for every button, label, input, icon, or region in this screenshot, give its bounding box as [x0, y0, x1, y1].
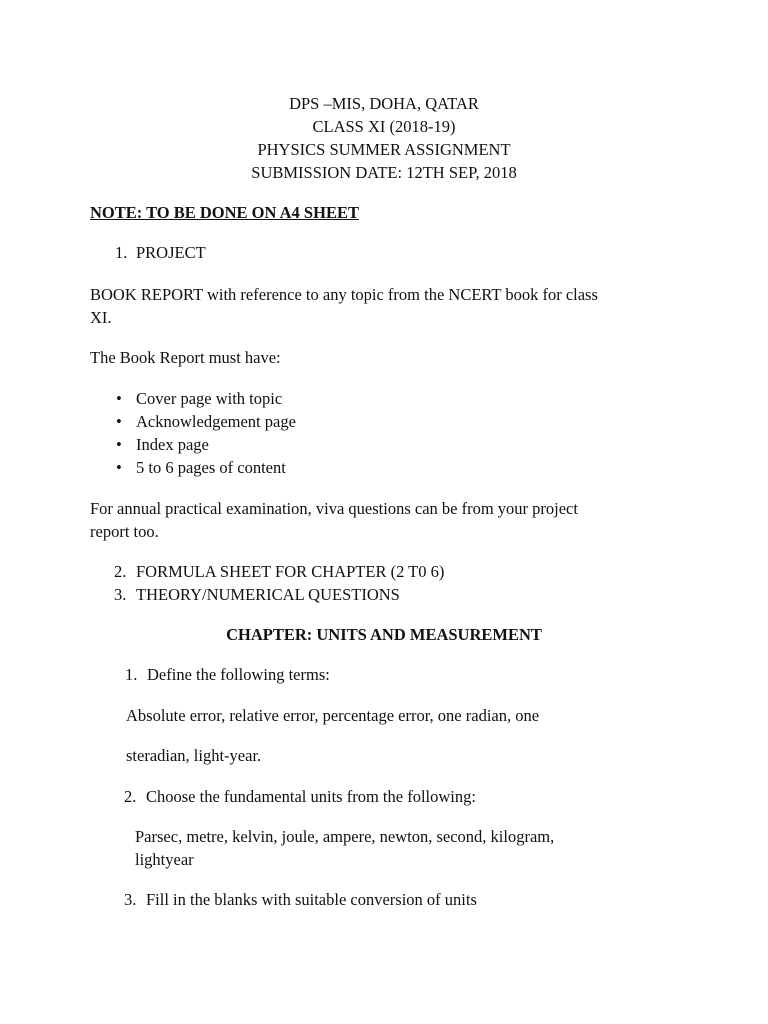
submission-date: SUBMISSION DATE: 12TH SEP, 2018: [251, 163, 517, 182]
section-2-title: FORMULA SHEET FOR CHAPTER (2 T0 6): [136, 562, 445, 581]
bullet-icon: •: [116, 412, 122, 431]
section-3-number: 3.: [114, 585, 127, 604]
question-2-number: 2.: [124, 787, 137, 806]
section-1-title: PROJECT: [136, 243, 206, 262]
question-1-text: Define the following terms:: [147, 665, 330, 684]
question-1-terms-line-1: Absolute error, relative error, percentage error, one radian, one: [126, 706, 540, 725]
note-heading: NOTE: TO BE DONE ON A4 SHEET: [90, 203, 359, 222]
class-line: CLASS XI (2018-19): [312, 117, 456, 136]
annual-note-line-1: For annual practical examination, viva questions can be from your project: [90, 499, 578, 518]
question-2-text: Choose the fundamental units from the following:: [146, 787, 476, 806]
annual-note-line-2: report too.: [90, 522, 159, 541]
school-name: DPS –MIS, DOHA, QATAR: [289, 94, 479, 113]
bullet-icon: •: [116, 458, 122, 477]
must-have-label: The Book Report must have:: [90, 348, 281, 367]
bullet-icon: •: [116, 435, 122, 454]
list-item-text: 5 to 6 pages of content: [136, 458, 286, 477]
list-item-text: Cover page with topic: [136, 389, 283, 408]
question-2-options-line-1: Parsec, metre, kelvin, joule, ampere, newton, second, kilogram,: [135, 827, 555, 846]
question-3-number: 3.: [124, 890, 137, 909]
list-item-text: Acknowledgement page: [136, 412, 296, 431]
question-1-terms-line-2: steradian, light-year.: [126, 746, 262, 765]
question-3-text: Fill in the blanks with suitable conversion of units: [146, 890, 477, 909]
book-report-line-2: XI.: [90, 308, 112, 327]
bullet-icon: •: [116, 389, 122, 408]
chapter-prefix: CHAPTER: [226, 625, 307, 644]
section-1-number: 1.: [115, 243, 128, 262]
question-1-number: 1.: [125, 665, 138, 684]
question-2-options-line-2: lightyear: [135, 850, 194, 869]
chapter-title: : UNITS AND MEASUREMENT: [306, 625, 542, 644]
section-2-number: 2.: [114, 562, 127, 581]
assignment-title: PHYSICS SUMMER ASSIGNMENT: [257, 140, 511, 159]
book-report-line-1: BOOK REPORT with reference to any topic from the NCERT book for class: [90, 285, 598, 304]
section-3-title: THEORY/NUMERICAL QUESTIONS: [136, 585, 400, 604]
list-item-text: Index page: [136, 435, 209, 454]
chapter-heading: [0, 625, 768, 645]
